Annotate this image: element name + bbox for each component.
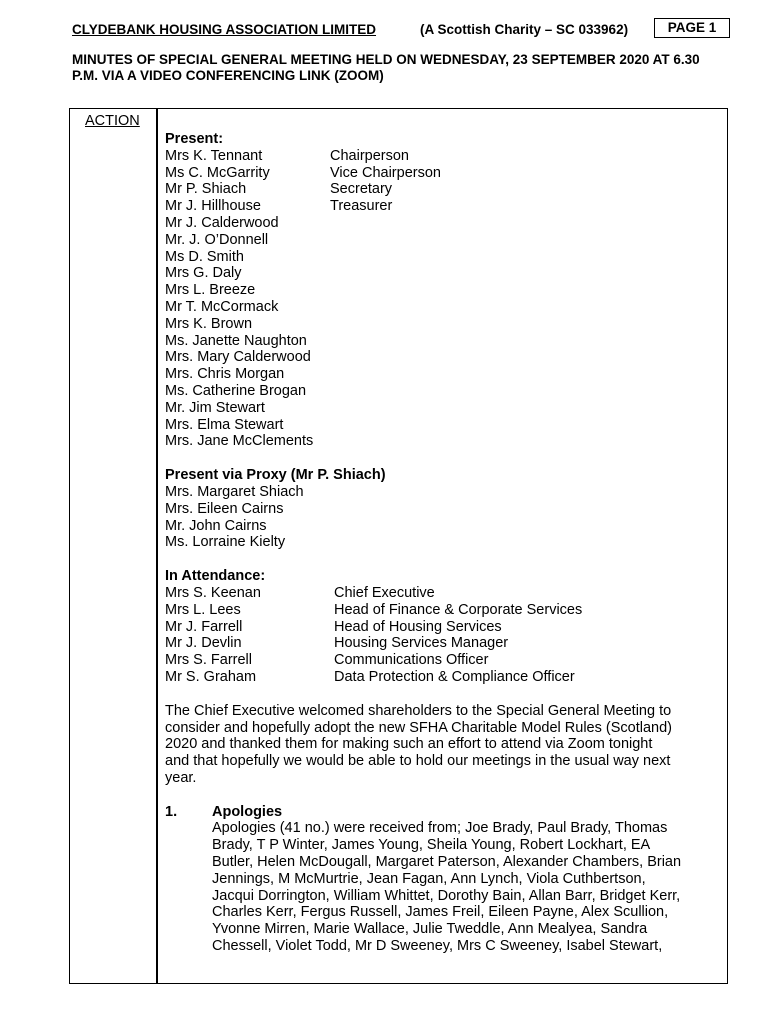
minutes-content: [165, 131, 720, 955]
member-row: [165, 198, 720, 215]
attendee-row: [165, 669, 720, 686]
member-name: Ms. Janette Naughton: [165, 332, 307, 349]
apologies-line: Chessell, Violet Todd, Mr D Sweeney, Mrs C Sweeney, Isabel Stewart,: [212, 938, 663, 955]
member-name: Mrs. Mary Calderwood: [165, 349, 311, 366]
attendee-name: Mr J. Devlin: [165, 635, 242, 652]
attendee-role: Communications Officer: [334, 652, 489, 669]
proxy-member-name: Mr. John Cairns: [165, 517, 267, 534]
member-name: Mrs. Elma Stewart: [165, 416, 284, 433]
proxy-heading: Present via Proxy (Mr P. Shiach): [165, 467, 386, 484]
member-name: Mrs. Jane McClements: [165, 433, 314, 450]
member-row: [165, 249, 720, 266]
member-name: Ms C. McGarrity: [165, 164, 270, 181]
member-name: Mr. J. O’Donnell: [165, 231, 269, 248]
intro-line: year.: [165, 769, 197, 786]
attendee-role: Chief Executive: [334, 584, 435, 601]
attendee-name: Mr J. Farrell: [165, 618, 243, 635]
member-row: [165, 299, 720, 316]
apologies-line: Brady, T P Winter, James Young, Sheila Young, Robert Lockhart, EA: [212, 837, 651, 854]
member-name: Mr J. Hillhouse: [165, 198, 261, 215]
present-list: [165, 148, 720, 450]
member-row: [165, 349, 720, 366]
member-name: Mrs. Chris Morgan: [165, 366, 285, 383]
member-name: Ms. Catherine Brogan: [165, 382, 307, 399]
attendee-role: Head of Housing Services: [334, 618, 502, 635]
member-name: Mrs K. Tennant: [165, 147, 263, 164]
apologies-line: Charles Kerr, Fergus Russell, James Freil, Eileen Payne, Alex Scullion,: [212, 904, 669, 921]
agenda-item-apologies: [165, 804, 720, 955]
intro-paragraph: [165, 703, 720, 787]
member-row: [165, 400, 720, 417]
attendee-role: Data Protection & Compliance Officer: [334, 668, 575, 685]
attendance-heading: In Attendance:: [165, 568, 266, 585]
apologies-line: Butler, Helen McDougall, Margaret Paterson, Alexander Chambers, Brian: [212, 854, 682, 871]
member-row: [165, 215, 720, 232]
attendee-role: Housing Services Manager: [334, 635, 509, 652]
member-row: [165, 181, 720, 198]
attendee-row: [165, 635, 720, 652]
member-role: Treasurer: [330, 198, 393, 215]
proxy-member-name: Mrs. Margaret Shiach: [165, 483, 304, 500]
attendance-list: [165, 585, 720, 686]
member-row: [165, 433, 720, 450]
apologies-line: Yvonne Mirren, Marie Wallace, Julie Tweddle, Ann Mealyea, Sandra: [212, 921, 648, 938]
organisation-name: CLYDEBANK HOUSING ASSOCIATION LIMITED: [72, 22, 377, 37]
member-row: [165, 148, 720, 165]
agenda-item-number: 1.: [165, 803, 178, 820]
member-name: Ms D. Smith: [165, 248, 244, 265]
agenda-item-heading: Apologies: [212, 803, 283, 820]
member-row: [165, 333, 720, 350]
present-heading: Present:: [165, 131, 224, 147]
apologies-text: [212, 820, 720, 954]
member-role: Vice Chairperson: [330, 164, 441, 181]
member-name: Mr P. Shiach: [165, 181, 247, 198]
member-row: [165, 417, 720, 434]
attendee-name: Mrs S. Keenan: [165, 584, 261, 601]
member-name: Mrs L. Breeze: [165, 282, 256, 299]
member-role: Chairperson: [330, 147, 409, 164]
attendee-row: [165, 619, 720, 636]
intro-line: 2020 and thanked them for making such an effort to attend via Zoom tonight: [165, 736, 653, 753]
member-row: [165, 282, 720, 299]
attendee-name: Mr S. Graham: [165, 668, 257, 685]
intro-line: The Chief Executive welcomed shareholders to the Special General Meeting to: [165, 702, 672, 719]
attendee-name: Mrs S. Farrell: [165, 652, 252, 669]
action-column-label: ACTION: [85, 113, 140, 129]
attendee-row: [165, 585, 720, 602]
attendee-role: Head of Finance & Corporate Services: [334, 601, 583, 618]
proxy-member-name: Ms. Lorraine Kielty: [165, 534, 286, 551]
proxy-member-name: Mrs. Eileen Cairns: [165, 500, 284, 517]
page-number-box: PAGE 1: [654, 18, 730, 38]
member-row: [165, 165, 720, 182]
member-role: Secretary: [330, 181, 393, 198]
member-name: Mr T. McCormack: [165, 298, 279, 315]
member-name: Mrs K. Brown: [165, 315, 253, 332]
apologies-line: Jennings, M McMurtrie, Jean Fagan, Ann Lynch, Viola Cuthbertson,: [212, 870, 646, 887]
attendee-row: [165, 602, 720, 619]
member-row: [165, 316, 720, 333]
member-row: [165, 265, 720, 282]
apologies-line: Apologies (41 no.) were received from; Joe Brady, Paul Brady, Thomas: [212, 820, 668, 837]
attendee-name: Mrs L. Lees: [165, 601, 241, 618]
intro-line: and that hopefully we would be able to hold our meetings in the usual way next: [165, 753, 671, 770]
attendee-row: [165, 652, 720, 669]
page-header: [72, 20, 732, 42]
member-name: Mr J. Calderwood: [165, 214, 279, 231]
member-row: [165, 383, 720, 400]
member-name: Mrs G. Daly: [165, 265, 242, 282]
charity-number: (A Scottish Charity – SC 033962): [420, 22, 629, 37]
member-row: [165, 366, 720, 383]
action-column-divider: [156, 108, 158, 984]
member-name: Mr. Jim Stewart: [165, 399, 265, 416]
minutes-title: MINUTES OF SPECIAL GENERAL MEETING HELD ON WEDNESDAY, 23 SEPTEMBER 2020 AT 6.30 P.M. VIA A VIDEO CONFERENCING LINK (ZOOM): [72, 52, 700, 83]
intro-line: consider and hopefully adopt the new SFHA Charitable Model Rules (Scotland): [165, 719, 672, 736]
member-row: [165, 232, 720, 249]
proxy-list: [165, 484, 720, 551]
apologies-line: Jacqui Dorrington, William Whittet, Dorothy Bain, Allan Barr, Bridget Kerr,: [212, 887, 681, 904]
